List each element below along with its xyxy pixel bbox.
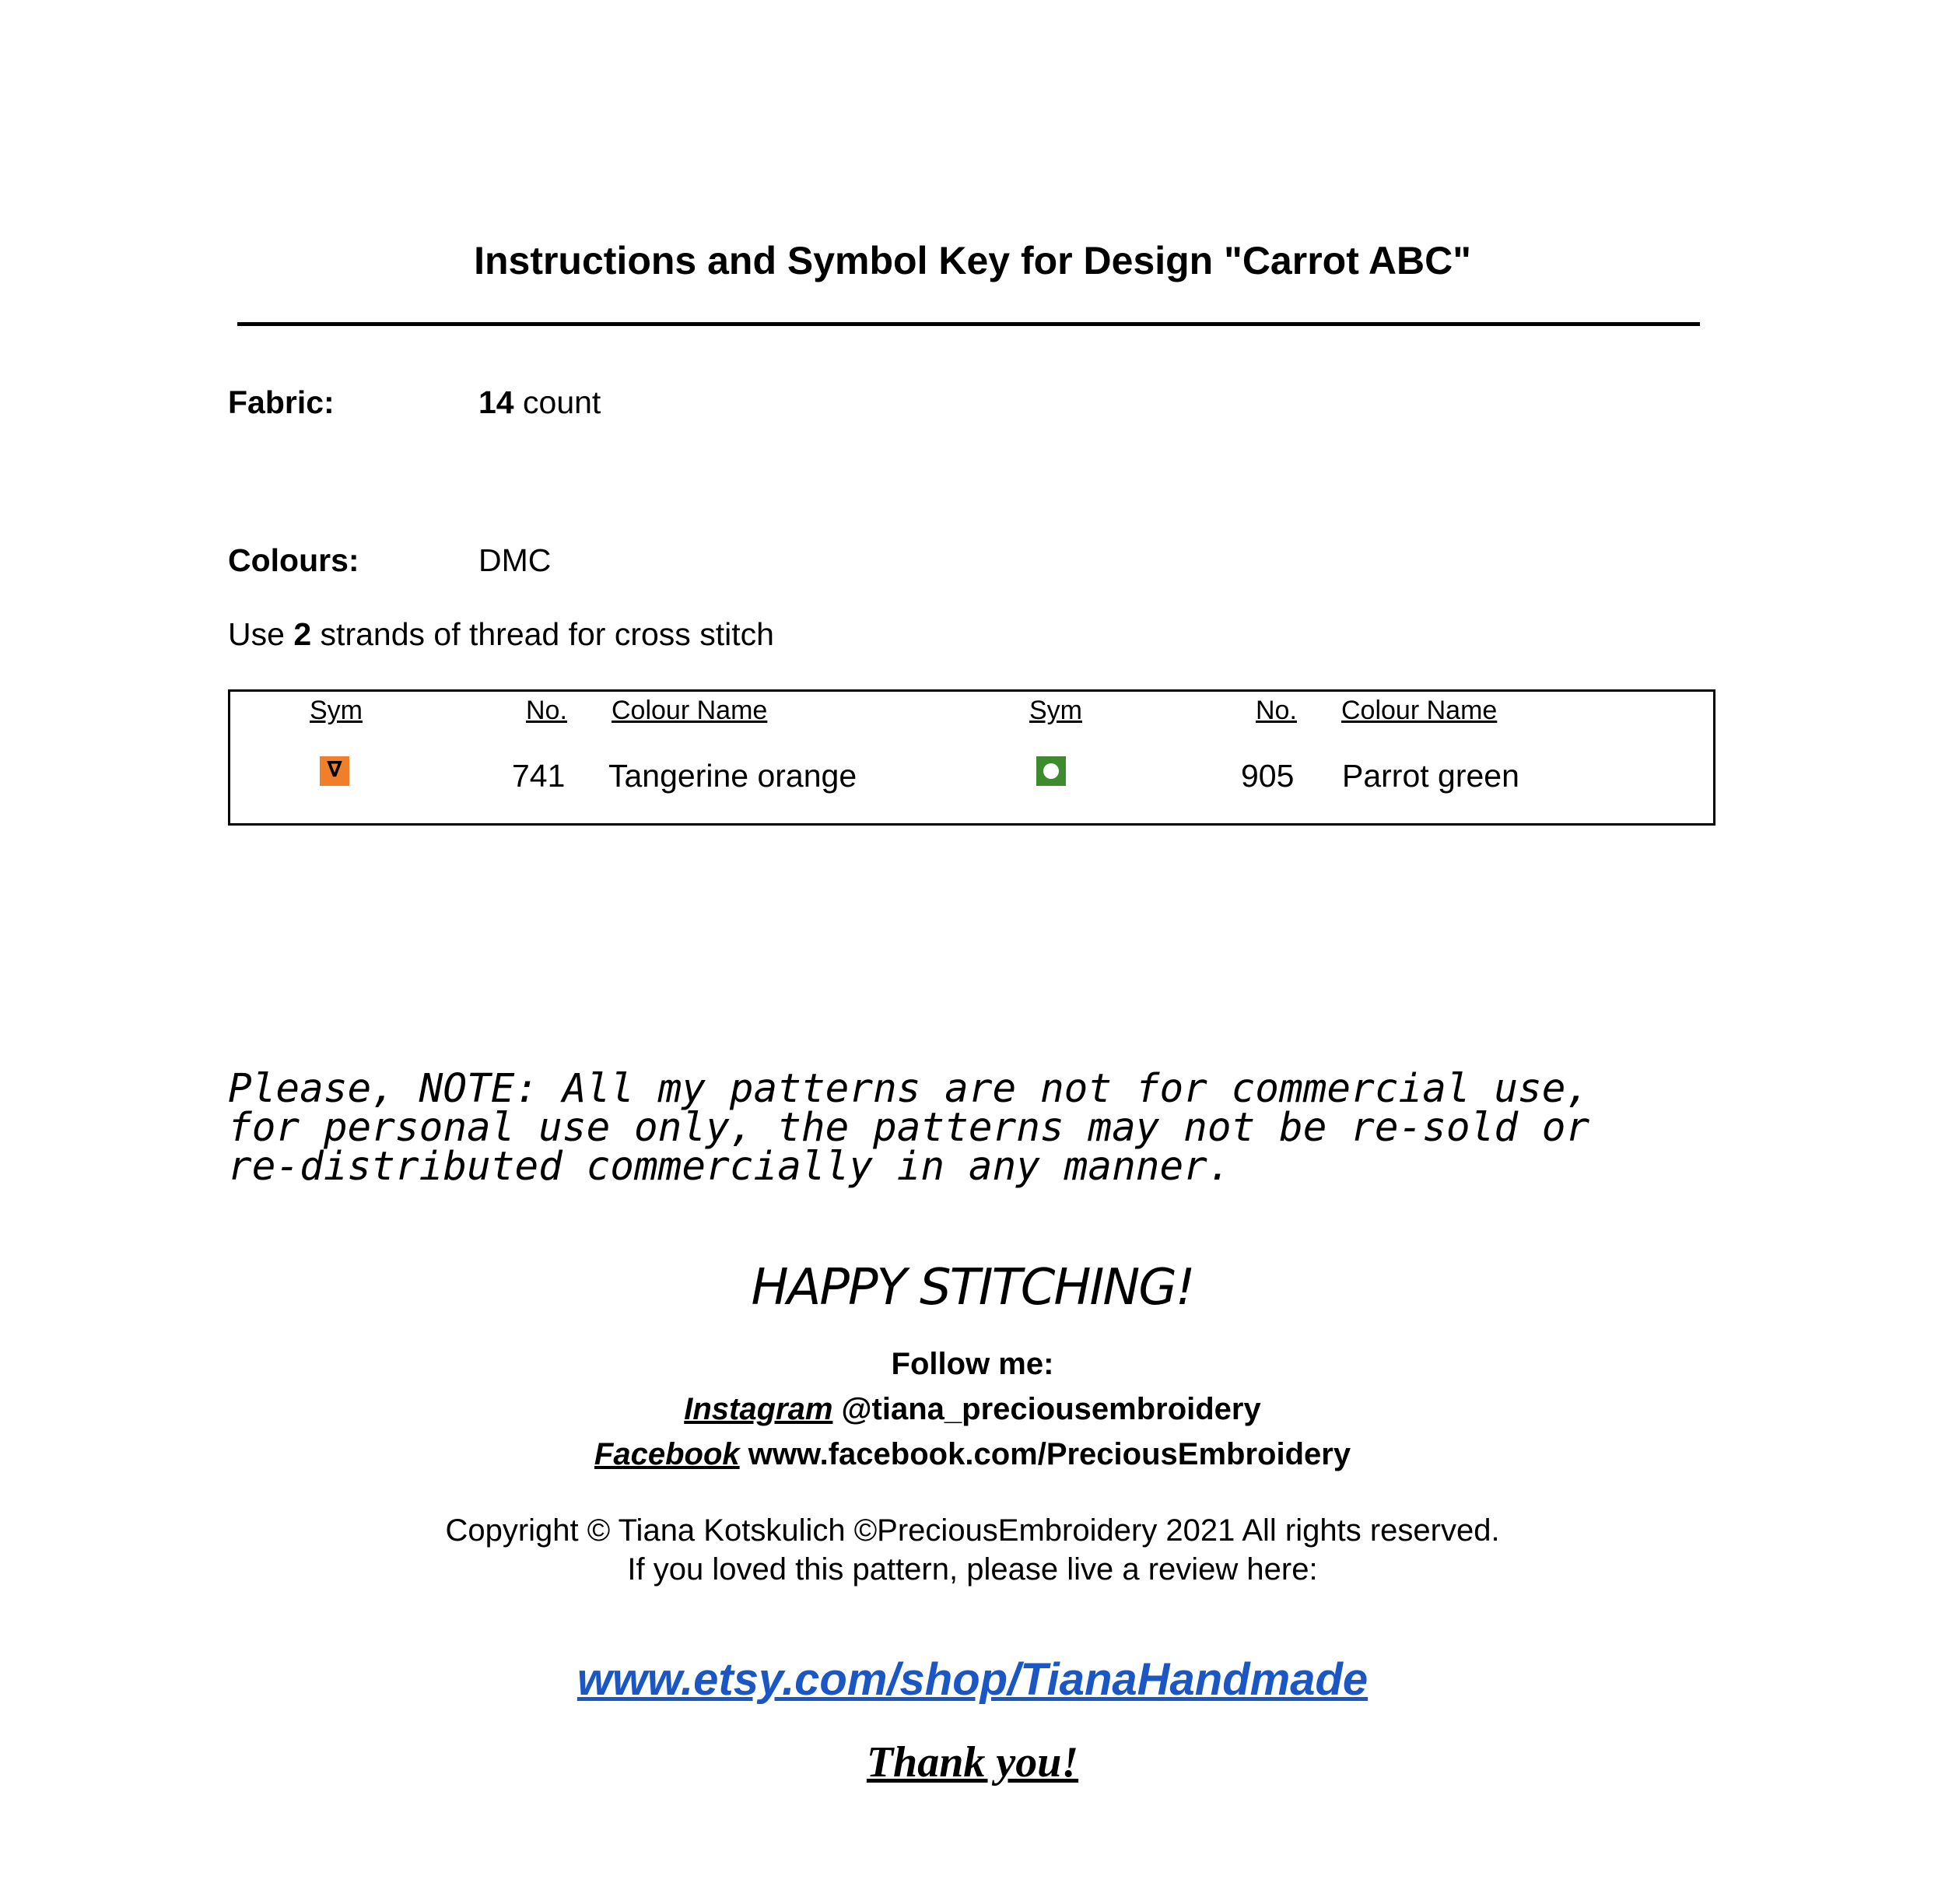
circle-icon (1036, 756, 1066, 786)
instagram-handle: @tiana_preciousembroidery (841, 1392, 1261, 1426)
fabric-value (478, 383, 601, 422)
instagram-link[interactable]: Instagram (684, 1392, 833, 1426)
etsy-shop-link[interactable]: www.etsy.com/shop/TianaHandmade (576, 1654, 1369, 1705)
thanks-container (0, 1735, 1945, 1790)
strands-instruction (228, 615, 774, 654)
colour-name: Tangerine orange (608, 758, 857, 794)
page-title: Instructions and Symbol Key for Design "Carrot ABC" (474, 239, 1471, 282)
fabric-count: 14 (478, 384, 514, 420)
header-colour-name: Colour Name (612, 696, 768, 725)
triangle-down-glyph: ∇ (327, 756, 342, 782)
header-no: No. (526, 696, 567, 725)
etsy-link-container (0, 1653, 1945, 1707)
tangerine-triangle-symbol-icon (320, 756, 349, 786)
colour-number: 905 (1241, 758, 1295, 794)
instagram-line (0, 1387, 1945, 1431)
header-no: No. (1256, 696, 1297, 725)
facebook-line (0, 1432, 1945, 1476)
parrot-green-circle-symbol-icon (1036, 756, 1066, 786)
thank-you-text: Thank you! (866, 1738, 1079, 1787)
header-sym: Sym (1029, 696, 1082, 725)
facebook-link[interactable]: Facebook (594, 1437, 740, 1471)
colour-number: 741 (512, 758, 566, 794)
colours-label: Colours: (228, 542, 359, 578)
review-request-line: If you loved this pattern, please live a review here: (627, 1552, 1318, 1587)
follow-heading: Follow me: (891, 1347, 1054, 1381)
strands-suffix: strands of thread for cross stitch (320, 616, 774, 652)
strands-number: 2 (293, 616, 312, 652)
symbol-key-table (228, 689, 1715, 826)
colours-brand: DMC (478, 542, 552, 578)
happy-stitching-heading: HAPPY STITCHING! (751, 1259, 1194, 1317)
header-colour-name: Colour Name (1341, 696, 1498, 725)
facebook-url: www.facebook.com/PreciousEmbroidery (748, 1437, 1351, 1471)
title-divider (237, 322, 1700, 326)
colour-name: Parrot green (1342, 758, 1519, 794)
commercial-use-note: Please, NOTE: All my patterns are not for commercial use, for personal use only, the patterns may not be re-sold or re-distributed commercially in any manner. (228, 1066, 1590, 1190)
header-sym: Sym (310, 696, 363, 725)
copyright-line: Copyright © Tiana Kotskulich ©PreciousEmbroidery 2021 All rights reserved. (445, 1513, 1500, 1548)
fabric-label: Fabric: (228, 384, 335, 420)
fabric-unit: count (523, 384, 601, 420)
strands-prefix: Use (228, 616, 285, 652)
